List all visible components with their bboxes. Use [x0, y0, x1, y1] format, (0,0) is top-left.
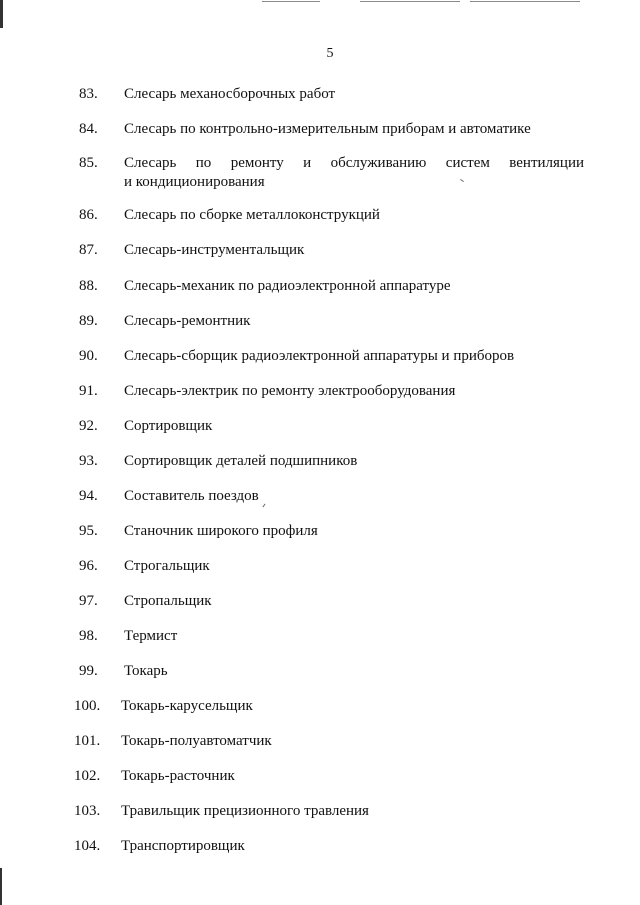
- item-text: [124, 154, 584, 192]
- item-number: 85.: [79, 155, 98, 171]
- item-text: Слесарь-сборщик радиоэлектронной аппаратуры и приборов: [124, 348, 515, 364]
- item-text: Токарь-расточник: [121, 768, 235, 784]
- item-number: 89.: [79, 313, 98, 329]
- item-number: 84.: [79, 121, 98, 137]
- item-number: 101.: [74, 733, 101, 749]
- item-text: Слесарь-ремонтник: [124, 313, 251, 329]
- item-text: Составитель поездов: [124, 488, 259, 504]
- item-number: 98.: [79, 628, 98, 644]
- item-text: Токарь: [124, 663, 168, 679]
- item-number: 92.: [79, 418, 98, 434]
- item-number: 93.: [79, 453, 98, 469]
- item-text: Слесарь механосборочных работ: [124, 86, 336, 102]
- item-number: 95.: [79, 523, 98, 539]
- item-text: Слесарь-инструментальщик: [124, 242, 305, 258]
- item-number: 91.: [79, 383, 98, 399]
- page-number: 5: [326, 46, 334, 61]
- item-number: 104.: [74, 838, 101, 854]
- item-number: 97.: [79, 593, 98, 609]
- item-text: Слесарь-механик по радиоэлектронной аппаратуре: [124, 278, 451, 294]
- item-number: 96.: [79, 558, 98, 574]
- item-number: 90.: [79, 348, 98, 364]
- item-text: Сортировщик деталей подшипников: [124, 453, 358, 469]
- item-number: 100.: [74, 698, 101, 714]
- item-number: 94.: [79, 488, 98, 504]
- item-text: Сортировщик: [124, 418, 213, 434]
- item-text-line: и кондиционирования: [124, 174, 265, 190]
- item-text: Строгальщик: [124, 558, 210, 574]
- item-number: 99.: [79, 663, 98, 679]
- item-text: Стропальщик: [124, 593, 212, 609]
- item-text: Транспортировщик: [121, 838, 245, 854]
- item-text: Станочник широкого профиля: [124, 523, 318, 539]
- item-number: 86.: [79, 207, 98, 223]
- item-text: Токарь-полуавтоматчик: [121, 733, 272, 749]
- item-text: Травильщик прецизионного травления: [121, 803, 369, 819]
- item-text: Слесарь по сборке металлоконструкций: [124, 207, 380, 223]
- item-text: Термист: [124, 628, 178, 644]
- item-number: 83.: [79, 86, 98, 102]
- item-text: Слесарь-электрик по ремонту электрооборудования: [124, 383, 456, 399]
- item-text-line: Слесарь по ремонту и обслуживанию систем вентиляции: [124, 155, 584, 171]
- item-text: Токарь-карусельщик: [121, 698, 253, 714]
- item-number: 87.: [79, 242, 98, 258]
- item-number: 102.: [74, 768, 101, 784]
- item-number: 103.: [74, 803, 101, 819]
- item-text: Слесарь по контрольно-измерительным приборам и автоматике: [124, 121, 531, 137]
- item-number: 88.: [79, 278, 98, 294]
